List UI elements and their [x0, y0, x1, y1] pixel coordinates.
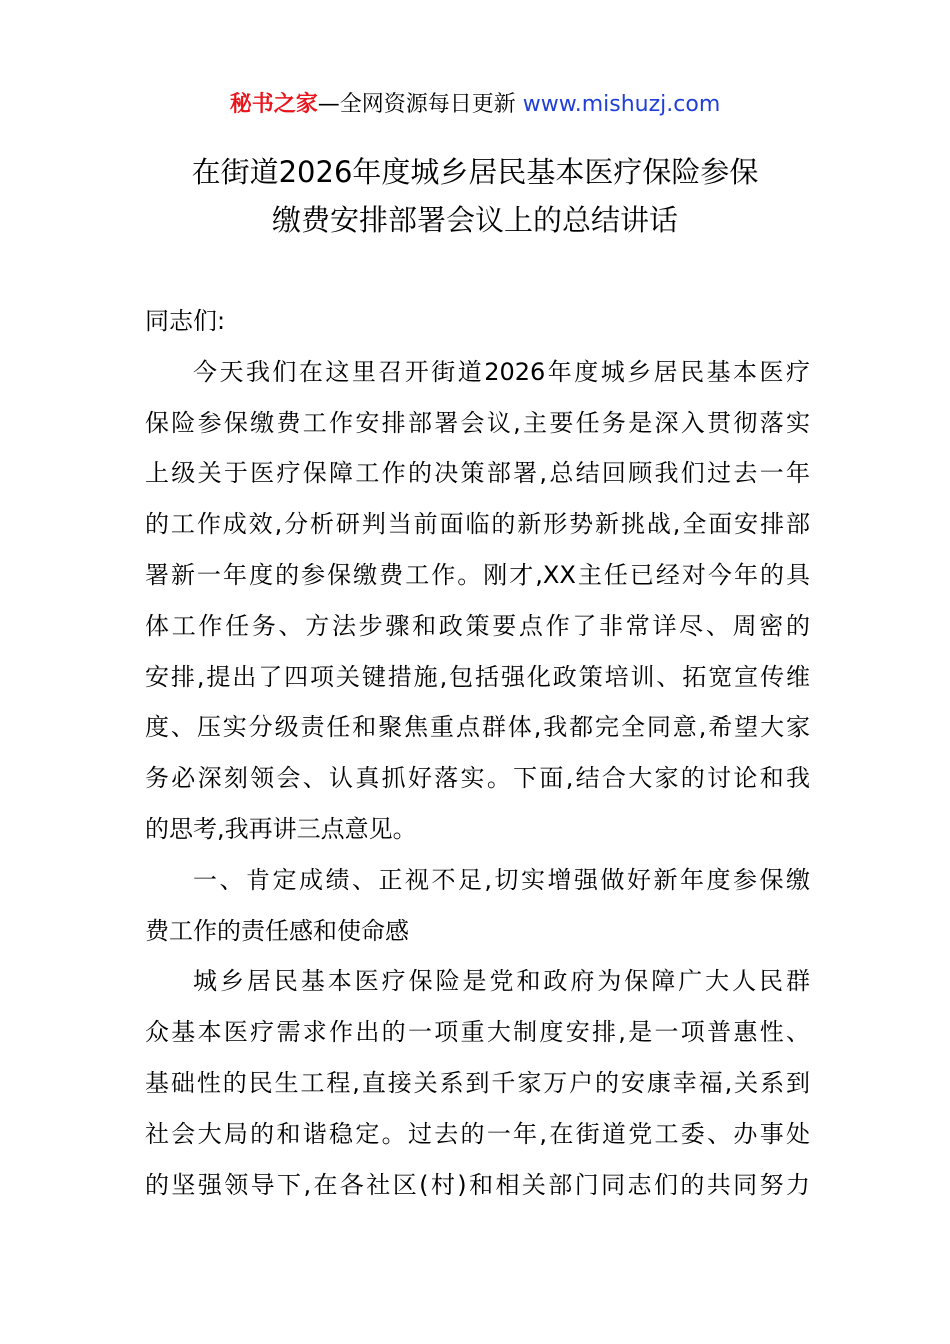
paragraph-2-line-4: 社会大局的和谐稳定。过去的一年,在街道党工委、办事处 — [145, 1119, 810, 1148]
paragraph-1-line-6: 体工作任务、方法步骤和政策要点作了非常详尽、周密的 — [145, 611, 810, 640]
paragraph-1-line-5: 署新一年度的参保缴费工作。刚才,XX主任已经对今年的具 — [145, 560, 810, 589]
paragraph-1-line-2: 保险参保缴费工作安排部署会议,主要任务是深入贯彻落实 — [145, 408, 810, 437]
paragraph-1-line-3: 上级关于医疗保障工作的决策部署,总结回顾我们过去一年 — [145, 459, 810, 488]
site-url-link[interactable]: www.mishuzj.com — [522, 92, 721, 117]
title-line-2: 缴费安排部署会议上的总结讲话 — [271, 203, 678, 237]
paragraph-1-line-9: 务必深刻领会、认真抓好落实。下面,结合大家的讨论和我 — [145, 764, 810, 793]
paragraph-2-line-3: 基础性的民生工程,直接关系到千家万户的安康幸福,关系到 — [145, 1068, 810, 1097]
site-header — [0, 88, 950, 122]
section-heading-1-line-1: 一、肯定成绩、正视不足,切实增强做好新年度参保缴 — [193, 865, 810, 894]
paragraph-1-line-4: 的工作成效,分析研判当前面临的新形势新挑战,全面安排部 — [145, 510, 810, 539]
section-heading-1-line-2: 费工作的责任感和使命感 — [145, 916, 409, 945]
paragraph-1-line-1: 今天我们在这里召开街道2026年度城乡居民基本医疗 — [193, 357, 810, 386]
paragraph-2-line-1: 城乡居民基本医疗保险是党和政府为保障广大人民群 — [193, 967, 810, 996]
salutation: 同志们: — [145, 307, 226, 335]
paragraph-2-line-2: 众基本医疗需求作出的一项重大制度安排,是一项普惠性、 — [145, 1018, 810, 1047]
paragraph-2-line-5: 的坚强领导下,在各社区(村)和相关部门同志们的共同努力 — [145, 1170, 810, 1199]
paragraph-1-line-7: 安排,提出了四项关键措施,包括强化政策培训、拓宽宣传维 — [145, 662, 810, 691]
speech-body — [145, 296, 810, 1210]
paragraph-1-line-10: 的思考,我再讲三点意见。 — [145, 814, 417, 843]
header-slogan: —全网资源每日更新 — [317, 92, 516, 117]
brand-name: 秘书之家 — [229, 92, 318, 117]
document-title — [100, 148, 850, 244]
title-line-1: 在街道2026年度城乡居民基本医疗保险参保 — [191, 155, 759, 189]
paragraph-1-line-8: 度、压实分级责任和聚焦重点群体,我都完全同意,希望大家 — [145, 713, 810, 742]
